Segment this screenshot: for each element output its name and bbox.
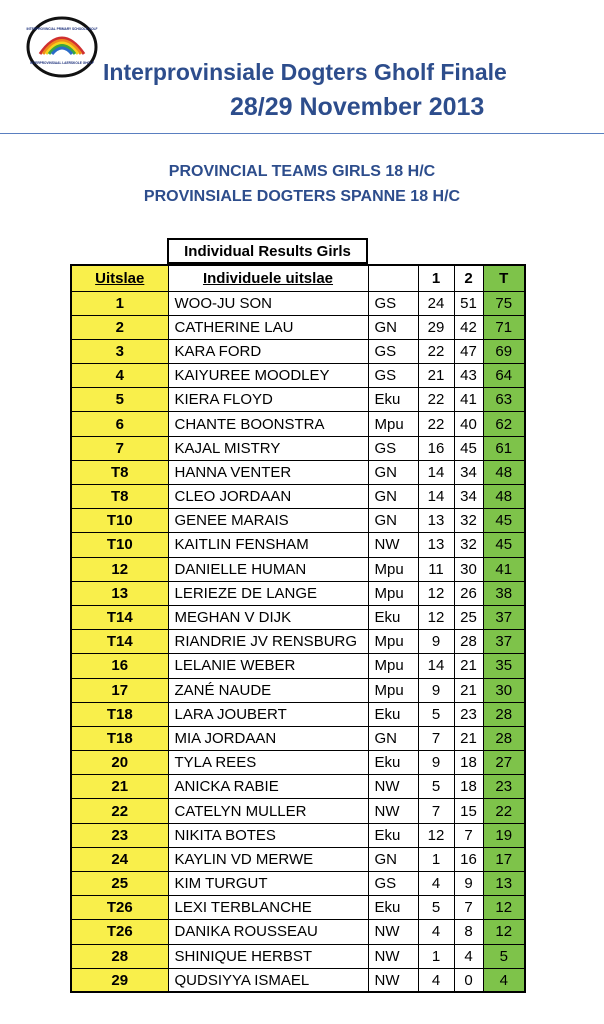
cell-total: 13 (483, 872, 525, 896)
cell-round1: 12 (418, 823, 454, 847)
cell-total: 37 (483, 630, 525, 654)
cell-round1: 13 (418, 533, 454, 557)
subtitle-english: PROVINCIAL TEAMS GIRLS 18 H/C (168, 163, 436, 180)
cell-round1: 22 (418, 412, 454, 436)
cell-province: Mpu (368, 654, 418, 678)
cell-province: GN (368, 315, 418, 339)
cell-round2: 15 (454, 799, 483, 823)
cell-province: GN (368, 485, 418, 509)
cell-name: LARA JOUBERT (168, 702, 368, 726)
cell-round2: 21 (454, 726, 483, 750)
cell-round1: 1 (418, 847, 454, 871)
cell-total: 28 (483, 702, 525, 726)
header-round2: 2 (454, 265, 483, 291)
table-row (71, 799, 525, 823)
cell-name: HANNA VENTER (168, 460, 368, 484)
header-name: Individuele uitslae (168, 265, 368, 291)
cell-position: T26 (71, 920, 168, 944)
cell-round1: 9 (418, 751, 454, 775)
table-row (71, 485, 525, 509)
cell-total: 63 (483, 388, 525, 412)
cell-name: NIKITA BOTES (168, 823, 368, 847)
cell-name: MIA JORDAAN (168, 726, 368, 750)
cell-province: NW (368, 920, 418, 944)
cell-province: GS (368, 436, 418, 460)
cell-province: GN (368, 460, 418, 484)
cell-total: 61 (483, 436, 525, 460)
cell-province: Eku (368, 605, 418, 629)
cell-name: WOO-JU SON (168, 291, 368, 315)
cell-name: ZANÉ NAUDE (168, 678, 368, 702)
table-row (71, 751, 525, 775)
cell-round1: 16 (418, 436, 454, 460)
cell-province: Mpu (368, 678, 418, 702)
cell-round2: 7 (454, 823, 483, 847)
table-row (71, 605, 525, 629)
table-body (71, 291, 525, 992)
cell-round1: 12 (418, 605, 454, 629)
cell-total: 17 (483, 847, 525, 871)
cell-round2: 41 (454, 388, 483, 412)
cell-total: 35 (483, 654, 525, 678)
cell-position: T10 (71, 533, 168, 557)
cell-province: NW (368, 775, 418, 799)
cell-name: SHINIQUE HERBST (168, 944, 368, 968)
cell-round2: 26 (454, 581, 483, 605)
cell-round2: 32 (454, 509, 483, 533)
cell-position: 25 (71, 872, 168, 896)
cell-round2: 34 (454, 485, 483, 509)
cell-round2: 4 (454, 944, 483, 968)
cell-position: T10 (71, 509, 168, 533)
cell-province: Eku (368, 702, 418, 726)
table-row (71, 702, 525, 726)
table-row (71, 726, 525, 750)
header-position: Uitslae (71, 265, 168, 291)
cell-position: T18 (71, 702, 168, 726)
header-round1: 1 (418, 265, 454, 291)
table-row (71, 775, 525, 799)
cell-position: T18 (71, 726, 168, 750)
cell-round2: 21 (454, 654, 483, 678)
table-row (71, 315, 525, 339)
cell-total: 71 (483, 315, 525, 339)
cell-round1: 14 (418, 485, 454, 509)
cell-province: Mpu (368, 630, 418, 654)
event-logo (26, 16, 98, 78)
cell-name: CATELYN MULLER (168, 799, 368, 823)
table-row (71, 533, 525, 557)
cell-round1: 24 (418, 291, 454, 315)
cell-total: 45 (483, 509, 525, 533)
cell-province: GS (368, 339, 418, 363)
cell-position: 28 (71, 944, 168, 968)
cell-province: NW (368, 968, 418, 992)
cell-round2: 40 (454, 412, 483, 436)
cell-name: LEXI TERBLANCHE (168, 896, 368, 920)
table-row (71, 872, 525, 896)
cell-round2: 34 (454, 460, 483, 484)
cell-total: 64 (483, 364, 525, 388)
cell-round1: 4 (418, 872, 454, 896)
cell-province: GN (368, 509, 418, 533)
cell-position: T26 (71, 896, 168, 920)
cell-round2: 18 (454, 775, 483, 799)
cell-position: 17 (71, 678, 168, 702)
table-row (71, 847, 525, 871)
cell-name: MEGHAN V DIJK (168, 605, 368, 629)
cell-round2: 7 (454, 896, 483, 920)
cell-province: GN (368, 726, 418, 750)
cell-round1: 14 (418, 460, 454, 484)
table-row (71, 968, 525, 992)
table-row (71, 557, 525, 581)
cell-round2: 42 (454, 315, 483, 339)
cell-name: LERIEZE DE LANGE (168, 581, 368, 605)
cell-total: 48 (483, 460, 525, 484)
cell-position: 21 (71, 775, 168, 799)
cell-position: T14 (71, 630, 168, 654)
header-province (368, 265, 418, 291)
table-row (71, 509, 525, 533)
cell-total: 69 (483, 339, 525, 363)
cell-total: 27 (483, 751, 525, 775)
cell-round1: 11 (418, 557, 454, 581)
cell-position: 22 (71, 799, 168, 823)
cell-total: 75 (483, 291, 525, 315)
cell-round1: 4 (418, 920, 454, 944)
cell-round2: 51 (454, 291, 483, 315)
cell-position: T8 (71, 485, 168, 509)
table-row (71, 436, 525, 460)
cell-total: 38 (483, 581, 525, 605)
cell-total: 23 (483, 775, 525, 799)
cell-name: RIANDRIE JV RENSBURG (168, 630, 368, 654)
cell-round2: 28 (454, 630, 483, 654)
cell-position: 29 (71, 968, 168, 992)
table-row (71, 291, 525, 315)
table-row (71, 388, 525, 412)
cell-total: 62 (483, 412, 525, 436)
cell-name: KARA FORD (168, 339, 368, 363)
table-row (71, 896, 525, 920)
cell-round2: 21 (454, 678, 483, 702)
cell-position: 6 (71, 412, 168, 436)
cell-position: 12 (71, 557, 168, 581)
cell-round1: 21 (418, 364, 454, 388)
cell-total: 19 (483, 823, 525, 847)
cell-position: 16 (71, 654, 168, 678)
cell-round2: 8 (454, 920, 483, 944)
table-header-row (71, 265, 525, 291)
cell-round1: 12 (418, 581, 454, 605)
cell-round1: 14 (418, 654, 454, 678)
cell-position: 24 (71, 847, 168, 871)
cell-position: 23 (71, 823, 168, 847)
table-row (71, 364, 525, 388)
subtitle-afrikaans: PROVINSIALE DOGTERS SPANNE 18 H/C (143, 188, 461, 205)
cell-position: 5 (71, 388, 168, 412)
cell-province: GN (368, 847, 418, 871)
cell-total: 41 (483, 557, 525, 581)
cell-total: 37 (483, 605, 525, 629)
cell-province: Eku (368, 388, 418, 412)
cell-name: DANIELLE HUMAN (168, 557, 368, 581)
cell-round2: 9 (454, 872, 483, 896)
cell-name: LELANIE WEBER (168, 654, 368, 678)
cell-name: ANICKA RABIE (168, 775, 368, 799)
cell-name: KAIYUREE MOODLEY (168, 364, 368, 388)
cell-round2: 43 (454, 364, 483, 388)
cell-total: 30 (483, 678, 525, 702)
cell-round1: 1 (418, 944, 454, 968)
cell-round2: 18 (454, 751, 483, 775)
table-caption: Individual Results Girls (167, 238, 368, 264)
cell-total: 22 (483, 799, 525, 823)
cell-province: Eku (368, 896, 418, 920)
cell-total: 45 (483, 533, 525, 557)
cell-round1: 5 (418, 702, 454, 726)
table-row (71, 339, 525, 363)
cell-province: GS (368, 291, 418, 315)
cell-total: 4 (483, 968, 525, 992)
cell-name: QUDSIYYA ISMAEL (168, 968, 368, 992)
results-table (70, 264, 526, 993)
cell-name: KIERA FLOYD (168, 388, 368, 412)
cell-province: GS (368, 364, 418, 388)
cell-name: CHANTE BOONSTRA (168, 412, 368, 436)
cell-name: KAJAL MISTRY (168, 436, 368, 460)
cell-round1: 22 (418, 388, 454, 412)
cell-round2: 30 (454, 557, 483, 581)
header-divider (0, 133, 604, 134)
cell-position: 4 (71, 364, 168, 388)
table-row (71, 678, 525, 702)
cell-round1: 5 (418, 896, 454, 920)
table-row (71, 460, 525, 484)
cell-name: KAYLIN VD MERWE (168, 847, 368, 871)
cell-position: 3 (71, 339, 168, 363)
cell-round1: 7 (418, 799, 454, 823)
cell-total: 48 (483, 485, 525, 509)
cell-province: Mpu (368, 581, 418, 605)
cell-round1: 22 (418, 339, 454, 363)
event-date: 28/29 November 2013 (230, 93, 485, 121)
header-total: T (483, 265, 525, 291)
table-row (71, 944, 525, 968)
page-title: Interprovinsiale Dogters Gholf Finale (103, 59, 507, 85)
cell-name: CATHERINE LAU (168, 315, 368, 339)
table-row (71, 823, 525, 847)
cell-province: Mpu (368, 412, 418, 436)
cell-round2: 47 (454, 339, 483, 363)
cell-province: Eku (368, 823, 418, 847)
table-row (71, 654, 525, 678)
cell-province: NW (368, 533, 418, 557)
cell-total: 12 (483, 920, 525, 944)
cell-round1: 7 (418, 726, 454, 750)
cell-round2: 45 (454, 436, 483, 460)
cell-position: 1 (71, 291, 168, 315)
cell-round2: 23 (454, 702, 483, 726)
cell-name: GENEE MARAIS (168, 509, 368, 533)
cell-round1: 13 (418, 509, 454, 533)
cell-province: GS (368, 872, 418, 896)
cell-round1: 9 (418, 678, 454, 702)
cell-name: CLEO JORDAAN (168, 485, 368, 509)
cell-name: TYLA REES (168, 751, 368, 775)
cell-name: KAITLIN FENSHAM (168, 533, 368, 557)
cell-name: DANIKA ROUSSEAU (168, 920, 368, 944)
cell-position: 7 (71, 436, 168, 460)
cell-round1: 5 (418, 775, 454, 799)
cell-name: KIM TURGUT (168, 872, 368, 896)
cell-round1: 29 (418, 315, 454, 339)
cell-total: 28 (483, 726, 525, 750)
cell-position: T14 (71, 605, 168, 629)
table-row (71, 920, 525, 944)
cell-position: 20 (71, 751, 168, 775)
cell-province: Eku (368, 751, 418, 775)
table-row (71, 630, 525, 654)
cell-position: 13 (71, 581, 168, 605)
cell-position: 2 (71, 315, 168, 339)
cell-round2: 0 (454, 968, 483, 992)
table-row (71, 581, 525, 605)
cell-province: Mpu (368, 557, 418, 581)
cell-total: 12 (483, 896, 525, 920)
logo-text-bottom: INTERPROVINSIAAL LAERSKOLE GHOLF (30, 61, 94, 65)
cell-province: NW (368, 944, 418, 968)
cell-total: 5 (483, 944, 525, 968)
table-row (71, 412, 525, 436)
cell-round1: 4 (418, 968, 454, 992)
logo-text-top: INTERPROVINCIAL PRIMARY SCHOOLS GOLF (26, 27, 98, 31)
cell-round2: 32 (454, 533, 483, 557)
cell-round2: 16 (454, 847, 483, 871)
cell-province: NW (368, 799, 418, 823)
cell-position: T8 (71, 460, 168, 484)
cell-round1: 9 (418, 630, 454, 654)
cell-round2: 25 (454, 605, 483, 629)
